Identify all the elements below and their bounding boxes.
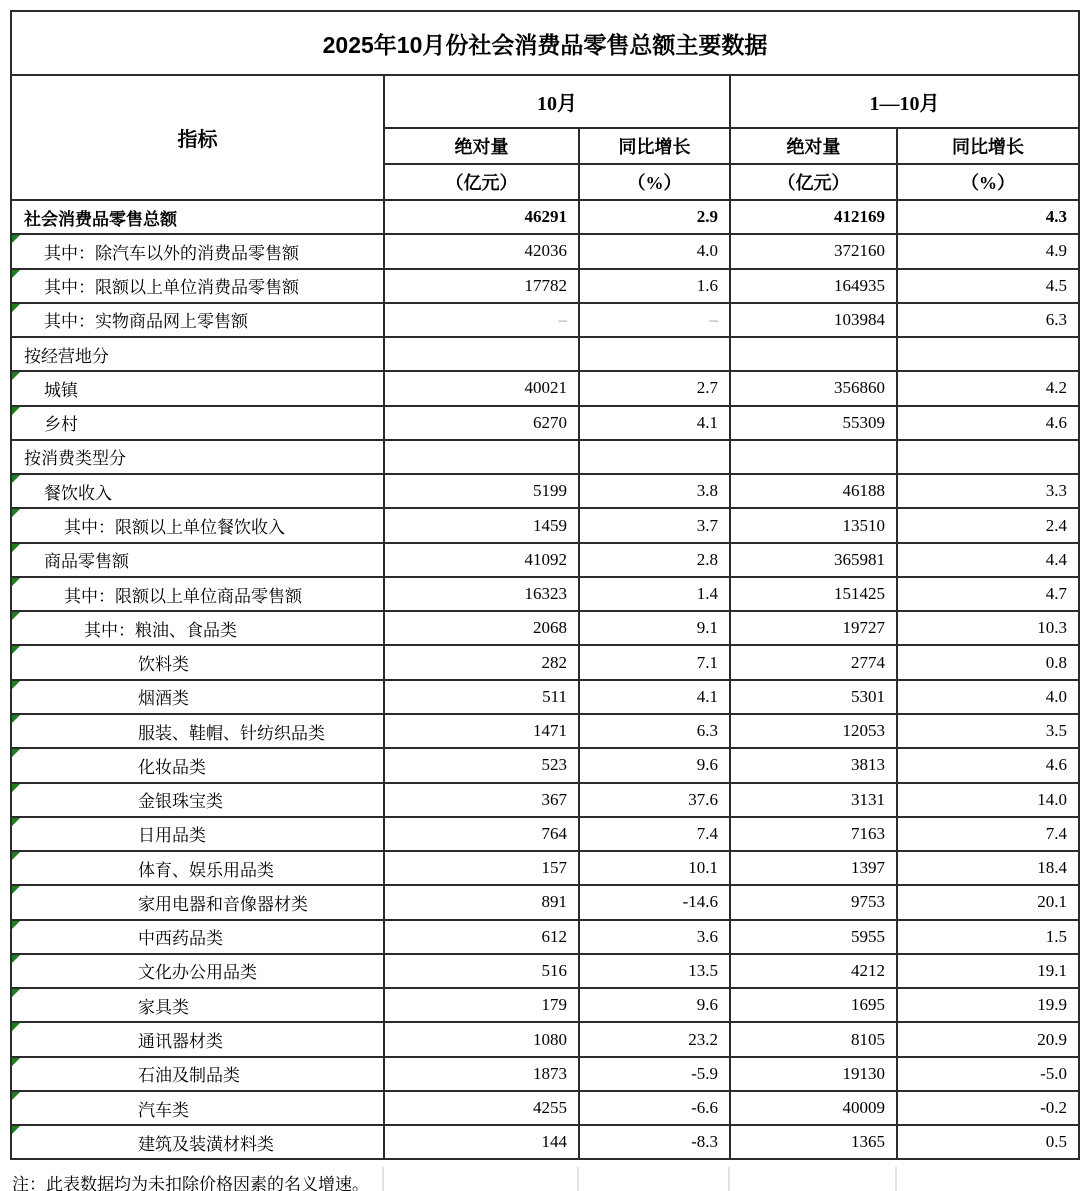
value-cell: 4212	[730, 954, 897, 988]
green-corner-flag-icon	[12, 475, 20, 483]
table-title: 2025年10月份社会消费品零售总额主要数据	[11, 11, 1079, 75]
row-label: 其中：实物商品网上零售额	[44, 312, 248, 332]
value-cell: 523	[384, 748, 579, 782]
row-label: 其中：限额以上单位消费品零售额	[44, 278, 299, 298]
value-cell: 4.5	[897, 269, 1079, 303]
green-corner-flag-icon	[12, 1126, 20, 1134]
table-row	[11, 474, 1079, 508]
row-label-cell	[11, 851, 384, 885]
value-cell: 4.3	[897, 200, 1079, 234]
table-row	[11, 543, 1079, 577]
table-row	[11, 1125, 1079, 1159]
row-label: 社会消费品零售总额	[24, 209, 177, 229]
value-cell: 164935	[730, 269, 897, 303]
value-cell: 365981	[730, 543, 897, 577]
value-cell: 14.0	[897, 783, 1079, 817]
value-cell: 1.6	[579, 269, 730, 303]
value-cell: 4.6	[897, 406, 1079, 440]
value-cell: 1.4	[579, 577, 730, 611]
column-header-absolute-cum: 绝对量	[730, 128, 897, 164]
value-cell	[579, 337, 730, 371]
value-cell: 19.9	[897, 988, 1079, 1022]
value-cell: 46188	[730, 474, 897, 508]
value-cell: 0.8	[897, 645, 1079, 679]
row-label: 餐饮收入	[44, 483, 112, 503]
row-label-cell	[11, 1091, 384, 1125]
table-row	[11, 440, 1079, 474]
table-row	[11, 714, 1079, 748]
value-cell: 18.4	[897, 851, 1079, 885]
column-header-jan-to-oct: 1—10月	[730, 75, 1079, 128]
value-cell: 3.3	[897, 474, 1079, 508]
column-unit-yuan-oct: （亿元）	[384, 164, 579, 200]
value-cell: 3.7	[579, 508, 730, 542]
row-label: 按消费类型分	[24, 449, 126, 469]
row-label-cell	[11, 954, 384, 988]
row-label-cell	[11, 680, 384, 714]
value-cell: 144	[384, 1125, 579, 1159]
value-cell: 3131	[730, 783, 897, 817]
green-corner-flag-icon	[12, 544, 20, 552]
green-corner-flag-icon	[12, 372, 20, 380]
value-cell: 9.1	[579, 611, 730, 645]
row-label: 城镇	[44, 380, 78, 400]
gridline-continuation	[895, 1167, 897, 1191]
row-label: 文化办公用品类	[138, 963, 257, 983]
value-cell: 179	[384, 988, 579, 1022]
table-body	[11, 200, 1079, 1159]
row-label: 家用电器和音像器材类	[138, 894, 308, 914]
table-row	[11, 303, 1079, 337]
value-cell: 42036	[384, 234, 579, 268]
value-cell: 4255	[384, 1091, 579, 1125]
value-cell: 412169	[730, 200, 897, 234]
row-label-cell	[11, 303, 384, 337]
value-cell	[384, 337, 579, 371]
value-cell: 4.2	[897, 371, 1079, 405]
value-cell: 5301	[730, 680, 897, 714]
value-cell: -5.0	[897, 1057, 1079, 1091]
table-row	[11, 954, 1079, 988]
row-label: 其中：限额以上单位餐饮收入	[64, 518, 285, 538]
row-label-cell	[11, 543, 384, 577]
column-unit-percent-cum: （%）	[897, 164, 1079, 200]
row-label: 化妆品类	[138, 757, 206, 777]
value-cell: 13.5	[579, 954, 730, 988]
column-unit-percent-oct: （%）	[579, 164, 730, 200]
value-cell: -5.9	[579, 1057, 730, 1091]
value-cell: -8.3	[579, 1125, 730, 1159]
value-cell: 1695	[730, 988, 897, 1022]
row-label: 商品零售额	[44, 552, 129, 572]
value-cell: 2.8	[579, 543, 730, 577]
value-cell	[579, 440, 730, 474]
row-label-cell	[11, 885, 384, 919]
value-cell: 55309	[730, 406, 897, 440]
value-cell: 356860	[730, 371, 897, 405]
column-header-indicator: 指标	[11, 75, 384, 200]
gridline-continuation	[382, 1167, 384, 1191]
value-cell: –	[579, 303, 730, 337]
value-cell: 40009	[730, 1091, 897, 1125]
value-cell: 20.9	[897, 1022, 1079, 1056]
value-cell: 612	[384, 920, 579, 954]
row-label: 服装、鞋帽、针纺织品类	[138, 723, 325, 743]
row-label: 乡村	[44, 415, 78, 435]
green-corner-flag-icon	[12, 681, 20, 689]
column-header-absolute-oct: 绝对量	[384, 128, 579, 164]
gridline-continuation	[728, 1167, 730, 1191]
row-label-cell	[11, 474, 384, 508]
table-row	[11, 611, 1079, 645]
value-cell: 2774	[730, 645, 897, 679]
row-label-cell	[11, 645, 384, 679]
table-row	[11, 851, 1079, 885]
value-cell: 3813	[730, 748, 897, 782]
green-corner-flag-icon	[12, 886, 20, 894]
green-corner-flag-icon	[12, 1023, 20, 1031]
value-cell: 372160	[730, 234, 897, 268]
table-row	[11, 406, 1079, 440]
value-cell: 8105	[730, 1022, 897, 1056]
value-cell: 151425	[730, 577, 897, 611]
value-cell: 16323	[384, 577, 579, 611]
value-cell: 2.4	[897, 508, 1079, 542]
row-label: 家具类	[138, 997, 189, 1017]
value-cell: 282	[384, 645, 579, 679]
value-cell	[384, 440, 579, 474]
table-row	[11, 748, 1079, 782]
row-label: 石油及制品类	[138, 1066, 240, 1086]
value-cell: 2068	[384, 611, 579, 645]
value-cell: 1365	[730, 1125, 897, 1159]
table-row	[11, 269, 1079, 303]
value-cell: 1397	[730, 851, 897, 885]
green-corner-flag-icon	[12, 235, 20, 243]
value-cell: 4.1	[579, 680, 730, 714]
row-label: 其中：粮油、食品类	[84, 620, 237, 640]
row-label: 金银珠宝类	[138, 792, 223, 812]
table-row	[11, 200, 1079, 234]
table-row	[11, 885, 1079, 919]
green-corner-flag-icon	[12, 784, 20, 792]
green-corner-flag-icon	[12, 955, 20, 963]
value-cell: 7163	[730, 817, 897, 851]
value-cell: 1873	[384, 1057, 579, 1091]
column-header-yoy-cum: 同比增长	[897, 128, 1079, 164]
row-label-cell	[11, 1022, 384, 1056]
value-cell: 516	[384, 954, 579, 988]
value-cell: 9.6	[579, 988, 730, 1022]
row-label-cell	[11, 577, 384, 611]
value-cell: 0.5	[897, 1125, 1079, 1159]
value-cell: 1080	[384, 1022, 579, 1056]
row-label-cell	[11, 783, 384, 817]
row-label: 汽车类	[138, 1100, 189, 1120]
value-cell: 10.3	[897, 611, 1079, 645]
value-cell: 7.4	[897, 817, 1079, 851]
row-label-cell	[11, 1125, 384, 1159]
table-row	[11, 1091, 1079, 1125]
row-label-cell	[11, 714, 384, 748]
value-cell: 1471	[384, 714, 579, 748]
row-label: 饮料类	[138, 655, 189, 675]
value-cell: 13510	[730, 508, 897, 542]
row-label-cell	[11, 371, 384, 405]
value-cell	[730, 337, 897, 371]
green-corner-flag-icon	[12, 715, 20, 723]
retail-sales-table	[10, 10, 1080, 1160]
green-corner-flag-icon	[12, 270, 20, 278]
row-label: 中西药品类	[138, 929, 223, 949]
row-label-cell	[11, 817, 384, 851]
row-label: 其中：除汽车以外的消费品零售额	[44, 243, 299, 263]
footnote: 注：此表数据均为未扣除价格因素的名义增速。	[12, 1175, 369, 1191]
table-row	[11, 817, 1079, 851]
row-label-cell	[11, 748, 384, 782]
value-cell: 2.9	[579, 200, 730, 234]
green-corner-flag-icon	[12, 852, 20, 860]
value-cell: 5955	[730, 920, 897, 954]
value-cell: 4.4	[897, 543, 1079, 577]
value-cell: 19727	[730, 611, 897, 645]
row-label: 通讯器材类	[138, 1032, 223, 1051]
value-cell: 157	[384, 851, 579, 885]
value-cell: 6270	[384, 406, 579, 440]
value-cell: -14.6	[579, 885, 730, 919]
table-row	[11, 577, 1079, 611]
value-cell: -0.2	[897, 1091, 1079, 1125]
value-cell: 7.1	[579, 645, 730, 679]
green-corner-flag-icon	[12, 578, 20, 586]
row-label-cell	[11, 988, 384, 1022]
value-cell: 4.0	[897, 680, 1079, 714]
row-label-cell	[11, 337, 384, 371]
value-cell	[897, 440, 1079, 474]
value-cell	[730, 440, 897, 474]
green-corner-flag-icon	[12, 921, 20, 929]
value-cell: 19130	[730, 1057, 897, 1091]
value-cell: 4.9	[897, 234, 1079, 268]
column-header-october: 10月	[384, 75, 730, 128]
value-cell: 1.5	[897, 920, 1079, 954]
title-row	[11, 11, 1079, 75]
table-row	[11, 1057, 1079, 1091]
value-cell	[897, 337, 1079, 371]
value-cell: 4.0	[579, 234, 730, 268]
table-row	[11, 680, 1079, 714]
green-corner-flag-icon	[12, 818, 20, 826]
value-cell: 891	[384, 885, 579, 919]
table-row	[11, 337, 1079, 371]
green-corner-flag-icon	[12, 646, 20, 654]
row-label-cell	[11, 269, 384, 303]
value-cell: 20.1	[897, 885, 1079, 919]
green-corner-flag-icon	[12, 612, 20, 620]
value-cell: 2.7	[579, 371, 730, 405]
value-cell: 4.6	[897, 748, 1079, 782]
green-corner-flag-icon	[12, 1058, 20, 1066]
table-row	[11, 1022, 1079, 1056]
table-row	[11, 234, 1079, 268]
table-row	[11, 920, 1079, 954]
value-cell: 9.6	[579, 748, 730, 782]
value-cell: 3.6	[579, 920, 730, 954]
value-cell: 103984	[730, 303, 897, 337]
value-cell: 1459	[384, 508, 579, 542]
value-cell: 7.4	[579, 817, 730, 851]
row-label-cell	[11, 920, 384, 954]
column-header-yoy-oct: 同比增长	[579, 128, 730, 164]
row-label: 其中：限额以上单位商品零售额	[64, 586, 302, 606]
value-cell: 6.3	[579, 714, 730, 748]
column-unit-yuan-cum: （亿元）	[730, 164, 897, 200]
row-label-cell	[11, 440, 384, 474]
row-label-cell	[11, 611, 384, 645]
value-cell: 3.5	[897, 714, 1079, 748]
row-label: 建筑及装潢材料类	[138, 1134, 274, 1154]
green-corner-flag-icon	[12, 509, 20, 517]
green-corner-flag-icon	[12, 749, 20, 757]
value-cell: 40021	[384, 371, 579, 405]
value-cell: 10.1	[579, 851, 730, 885]
value-cell: 367	[384, 783, 579, 817]
green-corner-flag-icon	[12, 304, 20, 312]
row-label-cell	[11, 234, 384, 268]
value-cell: 5199	[384, 474, 579, 508]
row-label: 日用品类	[138, 826, 206, 846]
table-row	[11, 371, 1079, 405]
value-cell: 41092	[384, 543, 579, 577]
table-row	[11, 783, 1079, 817]
row-label-cell	[11, 508, 384, 542]
row-label: 体育、娱乐用品类	[138, 860, 274, 880]
value-cell: 6.3	[897, 303, 1079, 337]
table-row	[11, 508, 1079, 542]
period-header-row	[11, 75, 1079, 128]
value-cell: 511	[384, 680, 579, 714]
green-corner-flag-icon	[12, 989, 20, 997]
gridline-continuation	[577, 1167, 579, 1191]
row-label-cell	[11, 1057, 384, 1091]
table-row	[11, 988, 1079, 1022]
value-cell: 4.1	[579, 406, 730, 440]
row-label-cell	[11, 406, 384, 440]
value-cell: -6.6	[579, 1091, 730, 1125]
value-cell: 9753	[730, 885, 897, 919]
value-cell: 46291	[384, 200, 579, 234]
table-row	[11, 645, 1079, 679]
value-cell: 764	[384, 817, 579, 851]
row-label: 烟酒类	[138, 689, 189, 709]
green-corner-flag-icon	[12, 1092, 20, 1100]
value-cell: 12053	[730, 714, 897, 748]
row-label: 按经营地分	[24, 346, 109, 366]
value-cell: 17782	[384, 269, 579, 303]
value-cell: 37.6	[579, 783, 730, 817]
value-cell: 4.7	[897, 577, 1079, 611]
value-cell: 19.1	[897, 954, 1079, 988]
green-corner-flag-icon	[12, 407, 20, 415]
value-cell: 3.8	[579, 474, 730, 508]
value-cell: 23.2	[579, 1022, 730, 1056]
row-label-cell	[11, 200, 384, 234]
value-cell: –	[384, 303, 579, 337]
